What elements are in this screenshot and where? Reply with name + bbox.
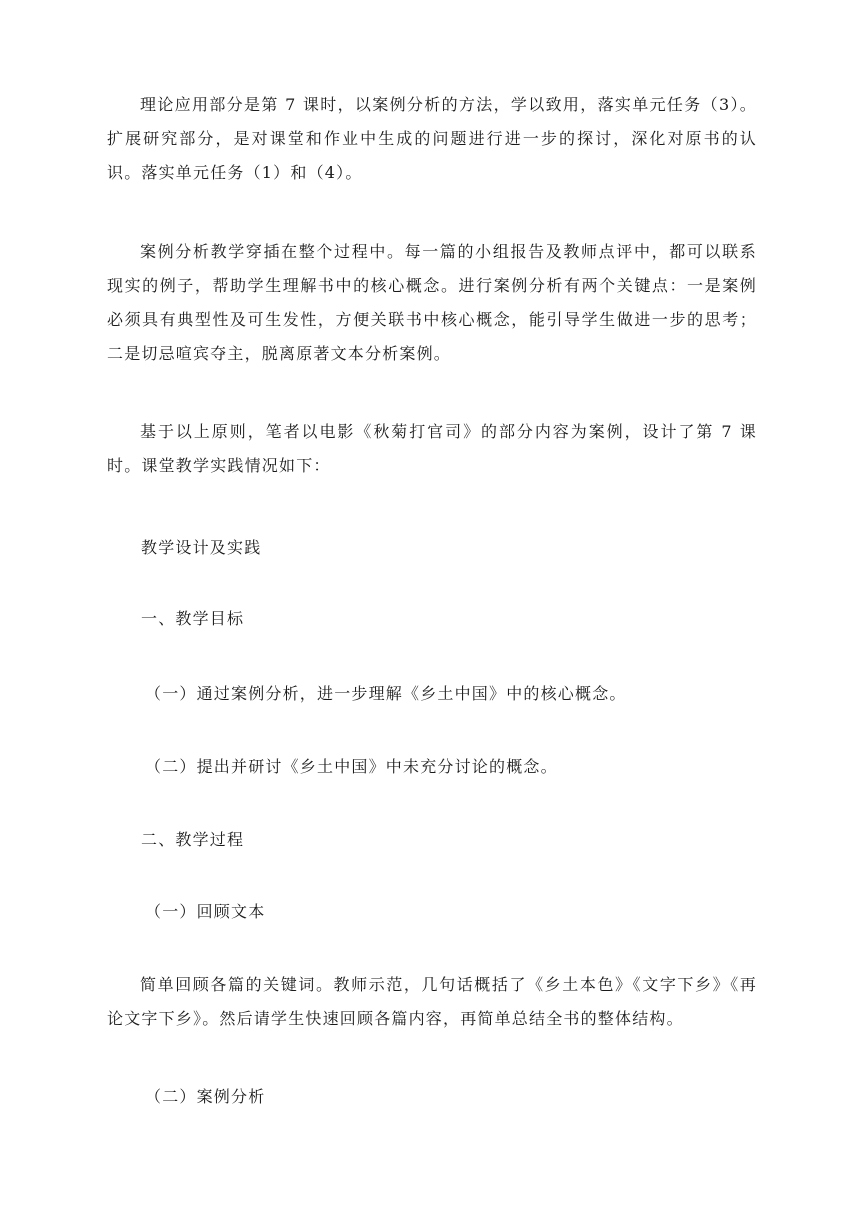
goal-item-2: （二）提出并研讨《乡土中国》中未充分讨论的概念。 [145, 757, 558, 776]
subheading-review-text: （一）回顾文本 [145, 902, 266, 921]
paragraph-text: 案例分析教学穿插在整个过程中。每一篇的小组报告及教师点评中，都可以联系现实的例子，帮助学生理解书中的核心概念。进行案例分析有两个关键点：一是案例必须具有典型性及可生发性，方便关联书中核心概念，能引导学生做进一步的思考；二是切忌喧宾夺主，脱离原著文本分析案例。 [107, 242, 757, 363]
heading-teaching-process: 二、教学过程 [141, 830, 245, 849]
paragraph-text: 理论应用部分是第 7 课时，以案例分析的方法，学以致用，落实单元任务（3）。扩展研究部分，是对课堂和作业中生成的问题进行进一步的探讨，深化对原书的认识。落实单元任务（1）和（4）。 [107, 95, 757, 182]
paragraph-text: 简单回顾各篇的关键词。教师示范，几句话概括了《乡土本色》《文字下乡》《再论文字下乡》。然后请学生快速回顾各篇内容，再简单总结全书的整体结构。 [107, 975, 757, 1028]
goal-item-1: （一）通过案例分析，进一步理解《乡土中国》中的核心概念。 [145, 684, 627, 703]
paragraph-principle [107, 415, 757, 483]
heading-teaching-goals: 一、教学目标 [141, 609, 245, 628]
paragraph-theory-application [107, 88, 757, 190]
paragraph-review [107, 968, 757, 1036]
paragraph-text: 基于以上原则，笔者以电影《秋菊打官司》的部分内容为案例，设计了第 7 课时。课堂教学实践情况如下： [107, 422, 757, 475]
paragraph-case-analysis [107, 235, 757, 371]
subheading-case-analysis: （二）案例分析 [145, 1087, 266, 1106]
heading-teaching-design: 教学设计及实践 [141, 538, 262, 557]
